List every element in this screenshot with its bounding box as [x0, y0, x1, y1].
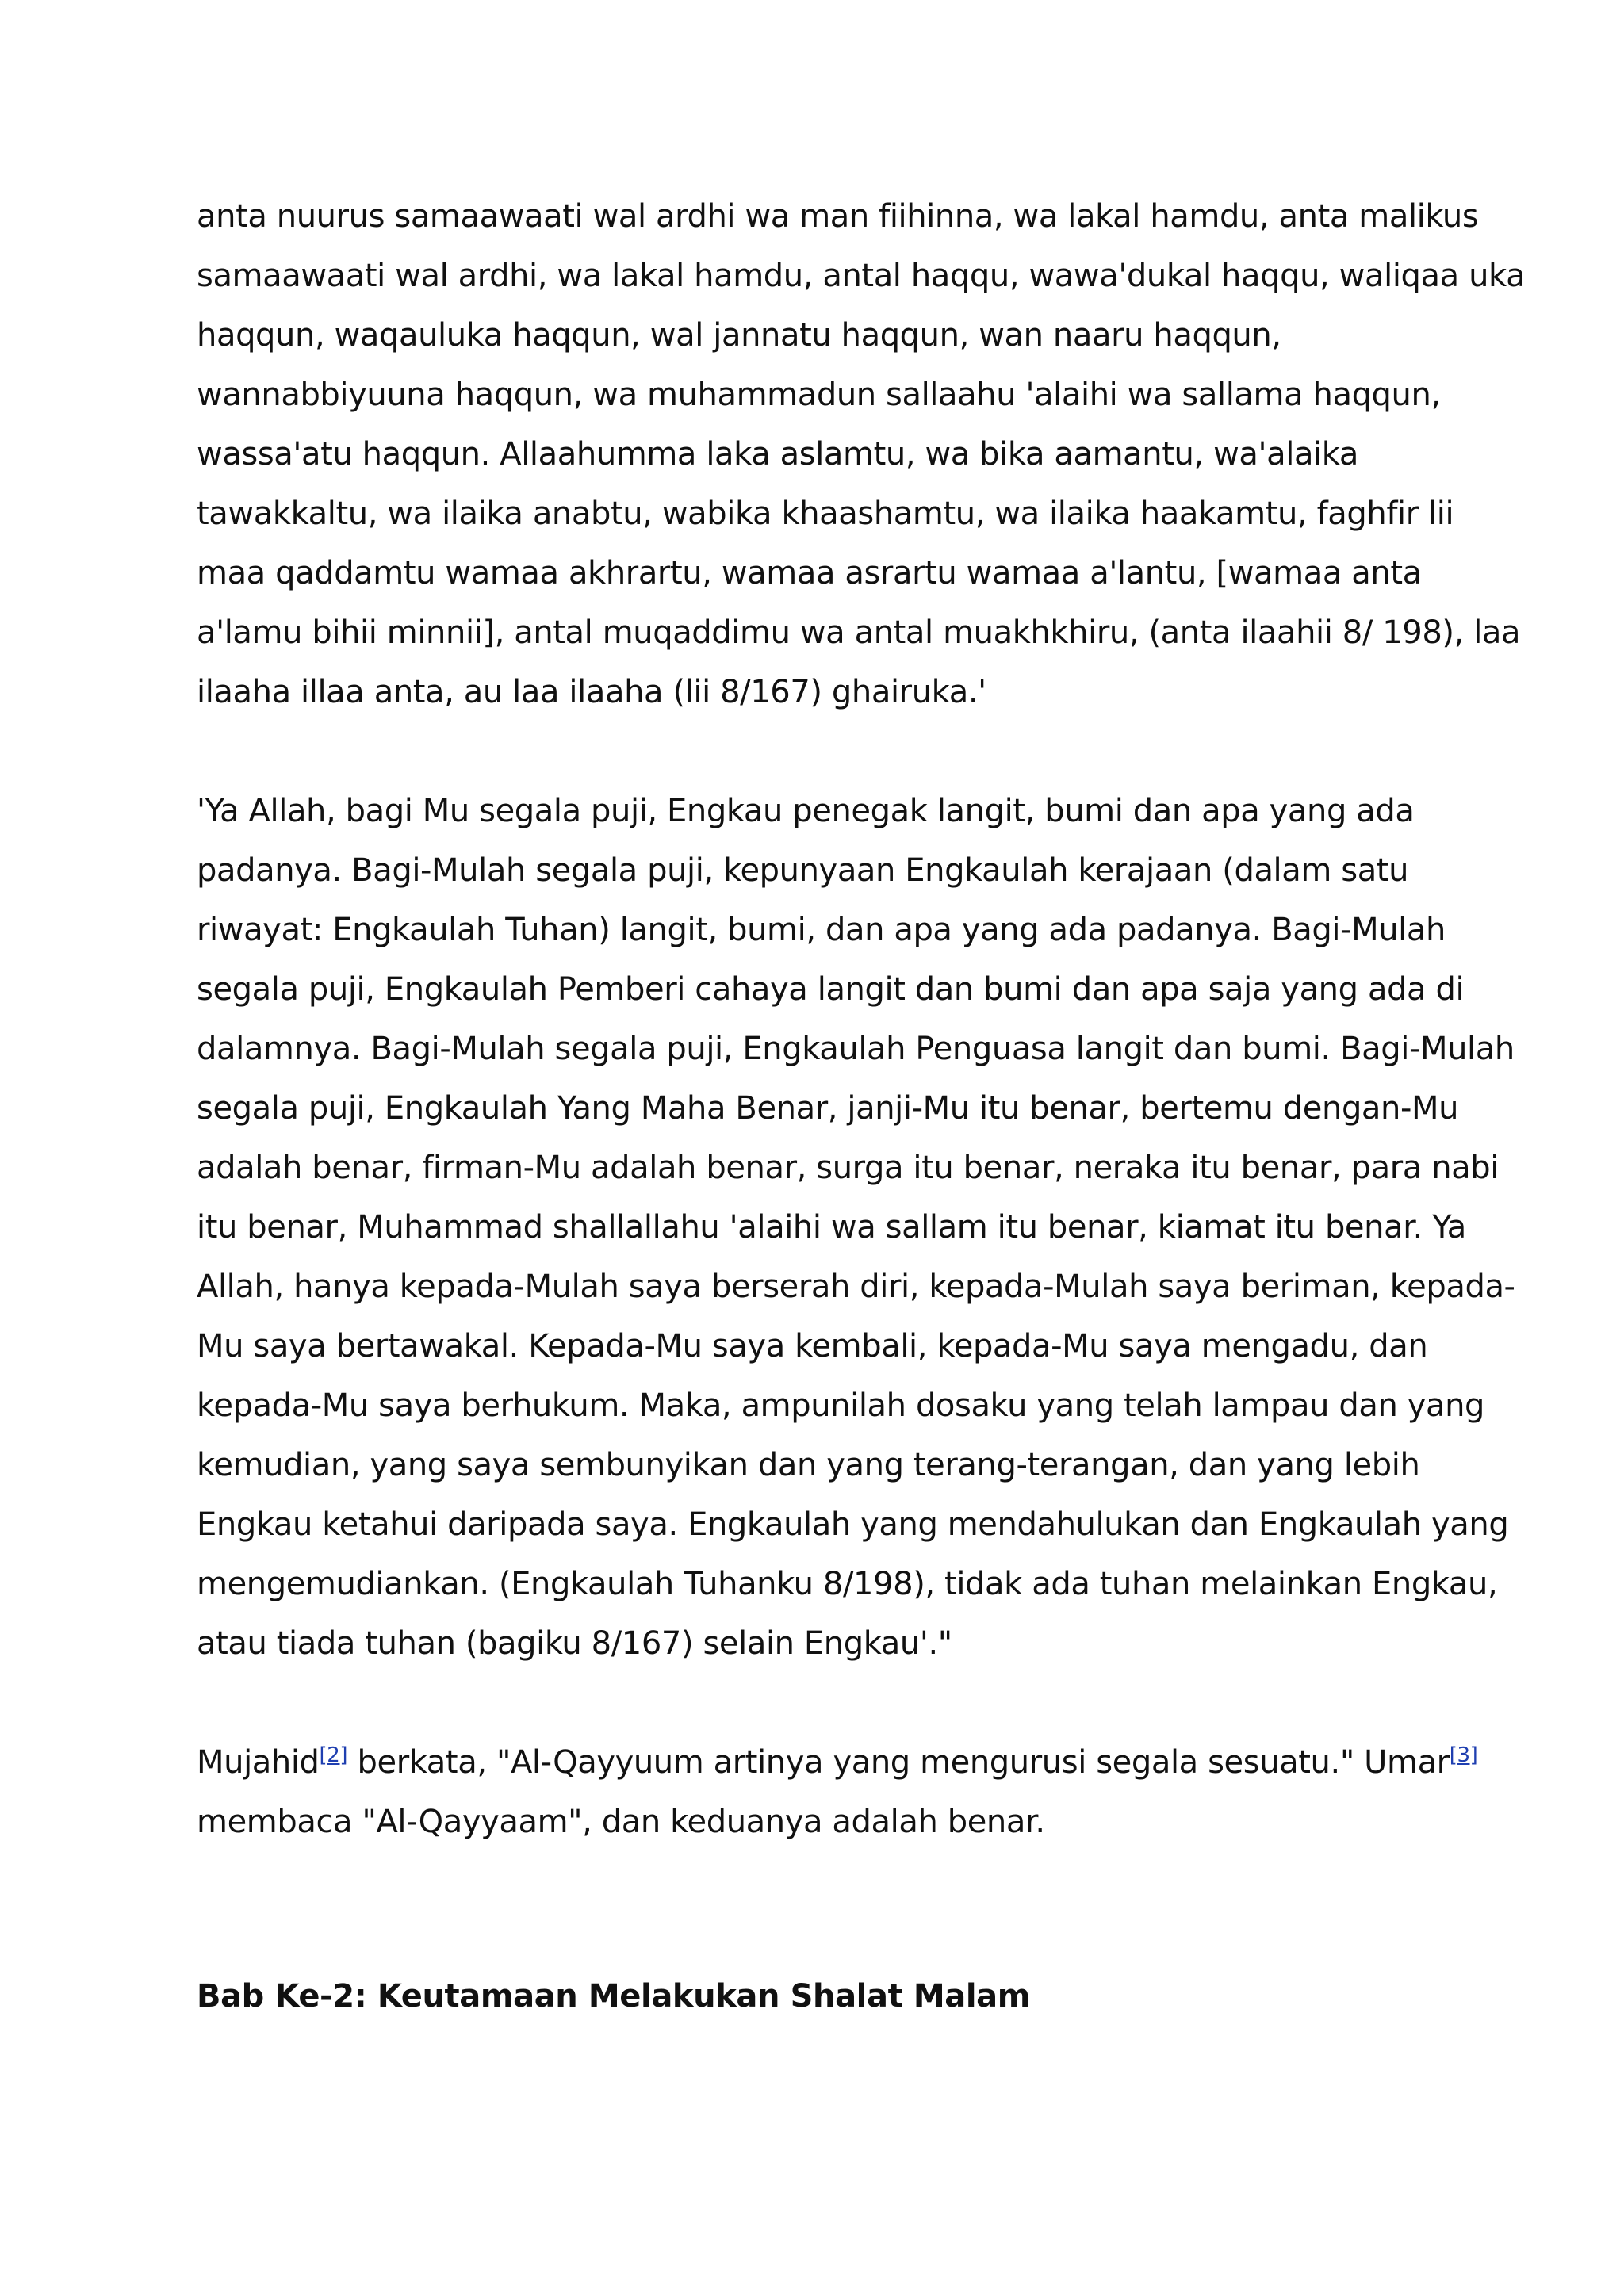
text-line: kepada-Mu saya berhukum. Maka, ampunilah dosaku yang telah lampau dan yang	[197, 1387, 1485, 1424]
text-line	[197, 1733, 1478, 1793]
text-line: mengemudiankan. (Engkaulah Tuhanku 8/198), tidak ada tuhan melainkan Engkau,	[197, 1566, 1498, 1602]
text-line: atau tiada tuhan (bagiku 8/167) selain Engkau'."	[197, 1625, 952, 1662]
text-line: riwayat: Engkaulah Tuhan) langit, bumi, dan apa yang ada padanya. Bagi-Mulah	[197, 912, 1446, 948]
text-line: tawakkaltu, wa ilaika anabtu, wabika khaashamtu, wa ilaika haakamtu, faghfir lii	[197, 496, 1454, 532]
text-line: padanya. Bagi-Mulah segala puji, kepunyaan Engkaulah kerajaan (dalam satu	[197, 852, 1409, 889]
text-line: maa qaddamtu wamaa akhrartu, wamaa asrartu wamaa a'lantu, [wamaa anta	[197, 555, 1422, 591]
text-line: Engkau ketahui daripada saya. Engkaulah yang mendahulukan dan Engkaulah yang	[197, 1506, 1509, 1543]
text-line: kemudian, yang saya sembunyikan dan yang terang-terangan, dan yang lebih	[197, 1447, 1420, 1483]
text-line: membaca "Al-Qayyaam", dan keduanya adalah benar.	[197, 1804, 1045, 1840]
text-line: anta nuurus samaawaati wal ardhi wa man fiihinna, wa lakal hamdu, anta malikus	[197, 198, 1479, 235]
text-segment: Mujahid	[197, 1744, 320, 1781]
text-line: adalah benar, firman-Mu adalah benar, surga itu benar, neraka itu benar, para nabi	[197, 1150, 1499, 1186]
text-line: wannabbiyuuna haqqun, wa muhammadun sallaahu 'alaihi wa sallama haqqun,	[197, 377, 1441, 413]
text-line: ilaaha illaa anta, au laa ilaaha (lii 8/167) ghairuka.'	[197, 674, 986, 710]
text-line: a'lamu bihii minnii], antal muqaddimu wa antal muakhkhiru, (anta ilaahii 8/ 198), laa	[197, 614, 1521, 651]
text-line: 'Ya Allah, bagi Mu segala puji, Engkau penegak langit, bumi dan apa yang ada	[197, 793, 1415, 829]
mujahid-paragraph	[197, 1733, 1478, 1852]
translation-paragraph	[197, 782, 1515, 1674]
footnote-link-3[interactable]: [3]	[1449, 1743, 1478, 1767]
text-line: wassa'atu haqqun. Allaahumma laka aslamtu, wa bika aamantu, wa'alaika	[197, 436, 1358, 473]
text-line: segala puji, Engkaulah Pemberi cahaya langit dan bumi dan apa saja yang ada di	[197, 971, 1465, 1008]
text-line: samaawaati wal ardhi, wa lakal hamdu, antal haqqu, wawa'dukal haqqu, waliqaa uka	[197, 258, 1526, 294]
arabic-transliteration-paragraph	[197, 187, 1526, 722]
section-heading: Bab Ke-2: Keutamaan Melakukan Shalat Malam	[197, 1978, 1031, 2015]
document-body	[197, 187, 1526, 1852]
text-line: itu benar, Muhammad shallallahu 'alaihi wa sallam itu benar, kiamat itu benar. Ya	[197, 1209, 1466, 1246]
text-segment: berkata, "Al-Qayyuum artinya yang mengurusi segala sesuatu." Umar	[347, 1744, 1450, 1781]
text-line: dalamnya. Bagi-Mulah segala puji, Engkaulah Penguasa langit dan bumi. Bagi-Mulah	[197, 1031, 1515, 1067]
footnote-link-2[interactable]: [2]	[319, 1743, 348, 1767]
text-line: Allah, hanya kepada-Mulah saya berserah diri, kepada-Mulah saya beriman, kepada-	[197, 1269, 1515, 1305]
text-line: haqqun, waqauluka haqqun, wal jannatu haqqun, wan naaru haqqun,	[197, 317, 1281, 354]
text-line: segala puji, Engkaulah Yang Maha Benar, janji-Mu itu benar, bertemu dengan-Mu	[197, 1090, 1459, 1127]
text-line: Mu saya bertawakal. Kepada-Mu saya kembali, kepada-Mu saya mengadu, dan	[197, 1328, 1428, 1364]
